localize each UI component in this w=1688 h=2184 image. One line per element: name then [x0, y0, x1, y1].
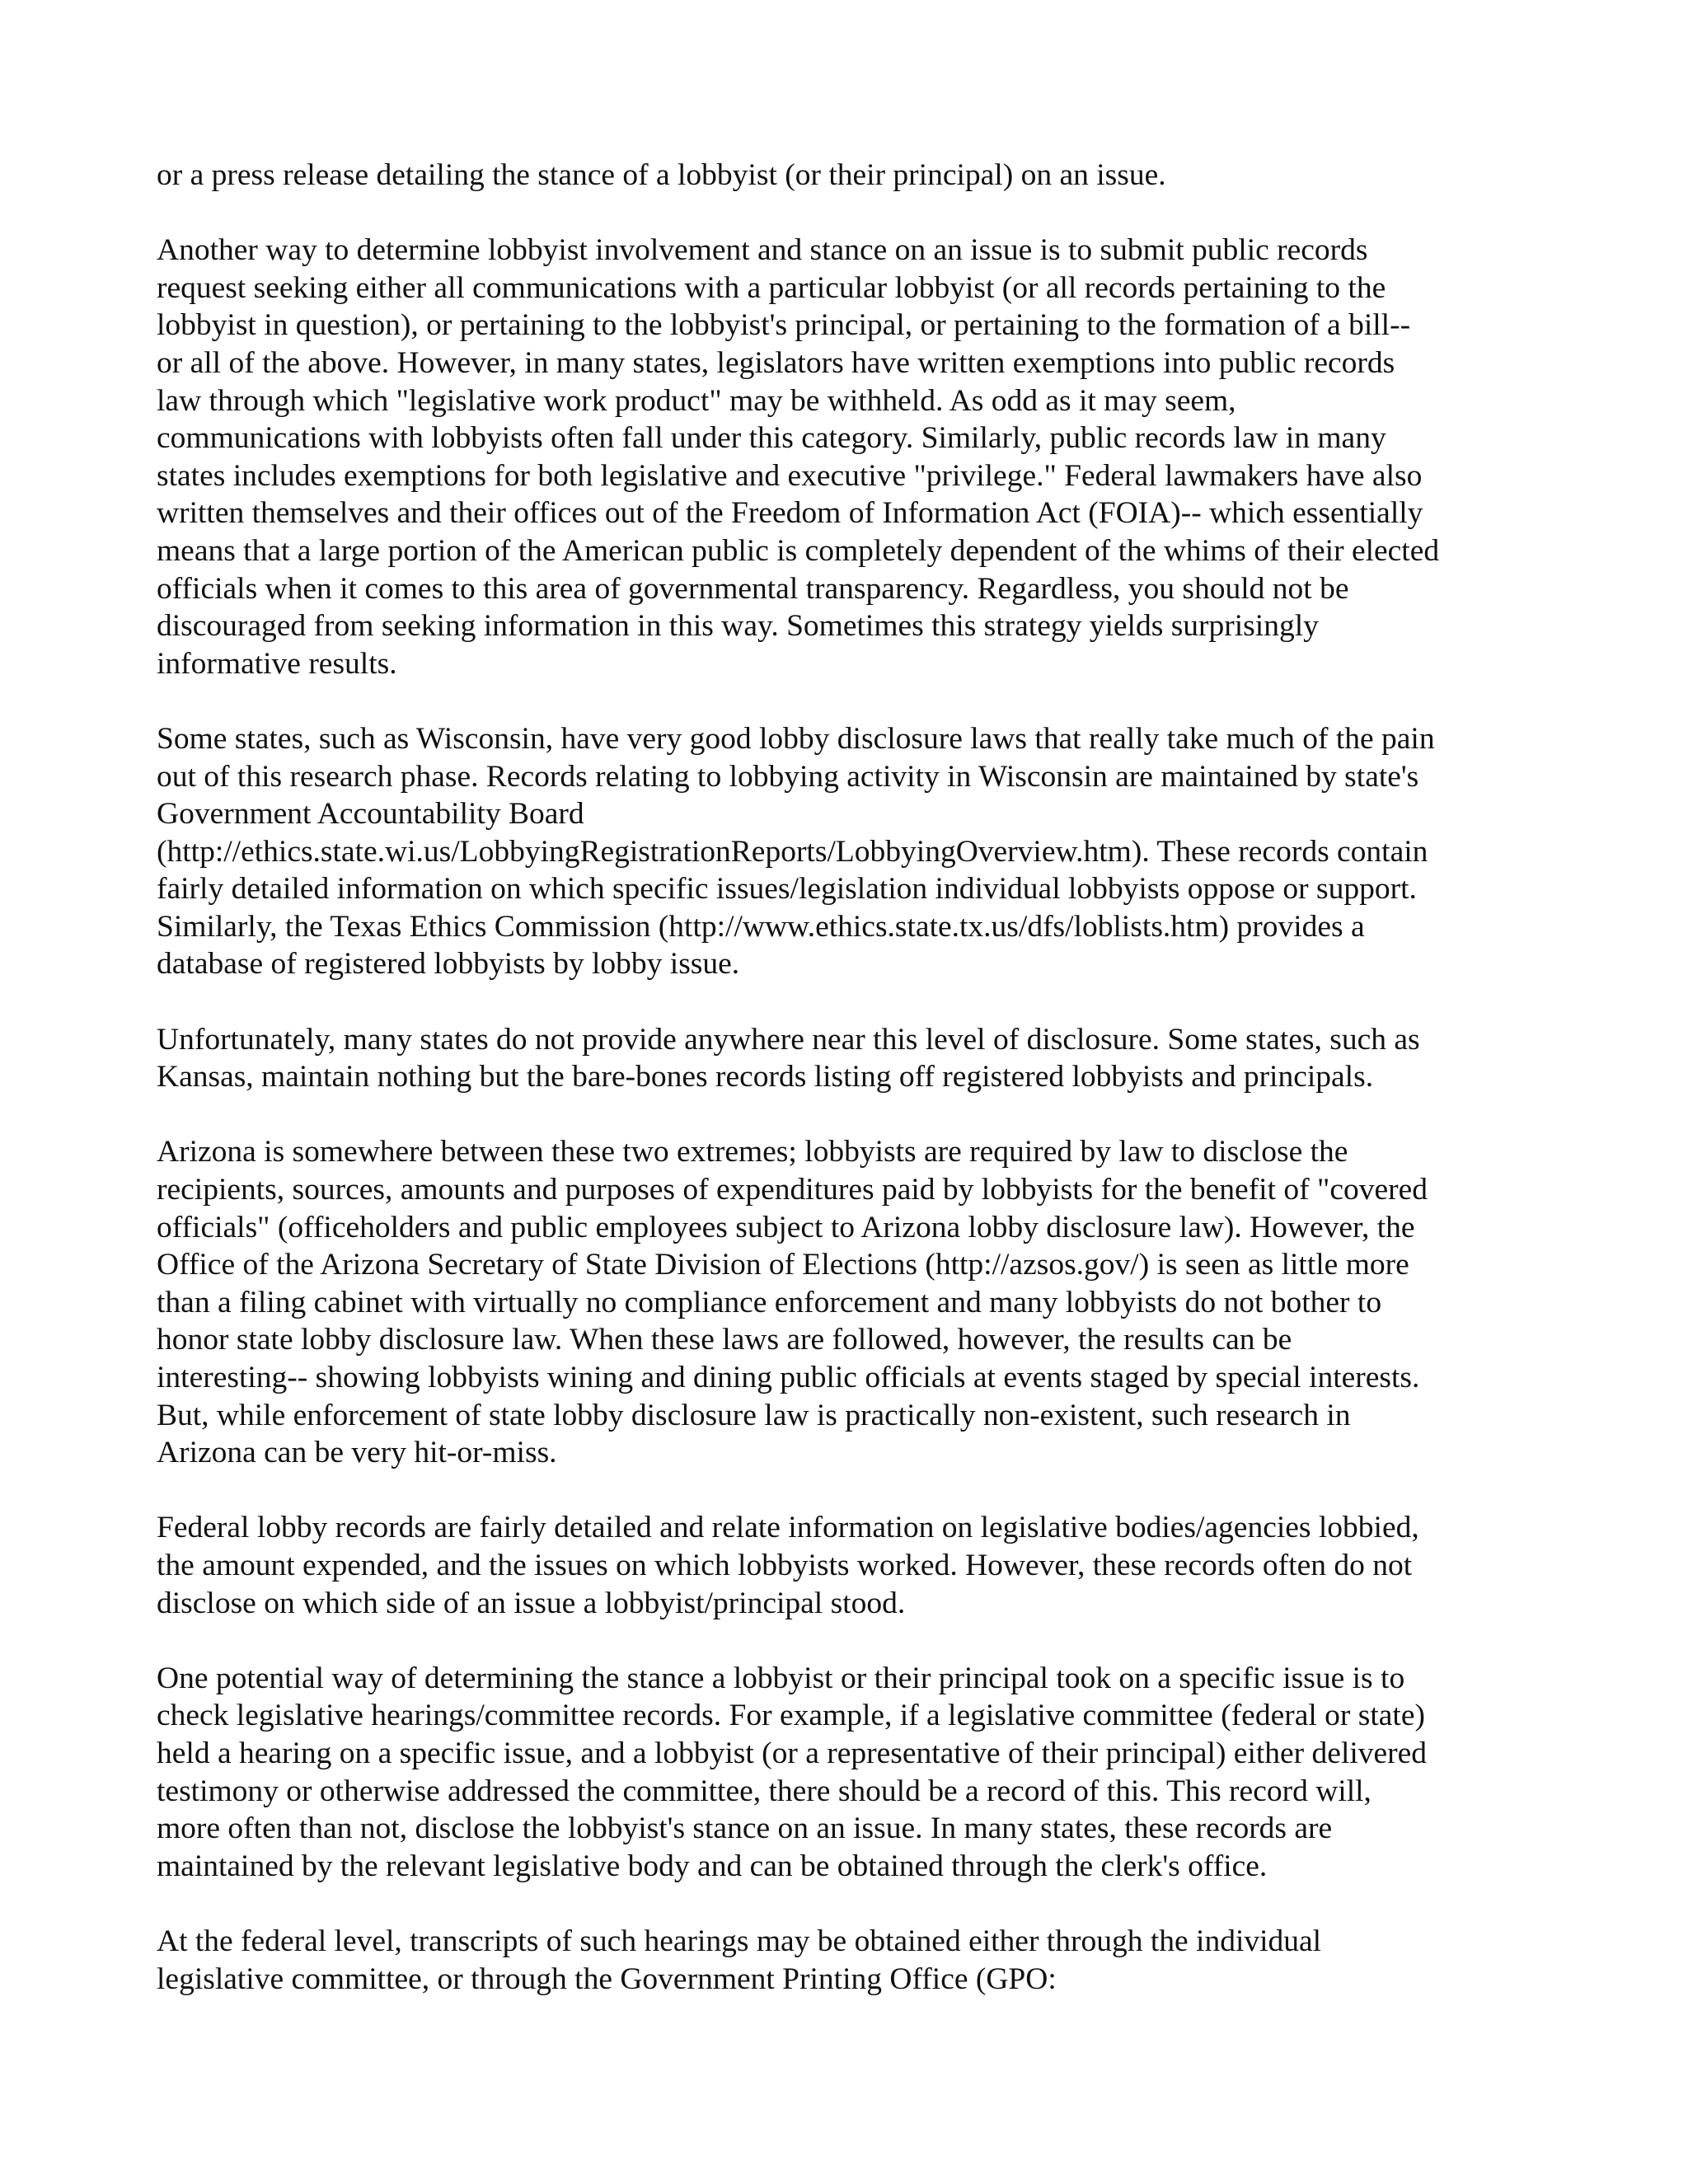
paragraph-press-release: or a press release detailing the stance of a lobbyist (or their principal) on an issue. — [157, 158, 1166, 192]
paragraph-kansas: Unfortunately, many states do not provide anywhere near this level of disclosure. Some states, such as Kansas, maintain nothing but the bare-bones records listing off registered lobbyists and principals. — [157, 1022, 1420, 1094]
paragraph-wisconsin-texas: Some states, such as Wisconsin, have very good lobby disclosure laws that really take much of the pain out of this research phase. Records relating to lobbying activity in Wisconsin are maintained by state's Government Accountability Board (http://ethics.state.wi.us/LobbyingRegistrationReports/LobbyingOverview.htm). These records contain fairly detailed information on which specific issues/legislation individual lobbyists oppose or support. Similarly, the Texas Ethics Commission (http://www.ethics.state.tx.us/dfs/loblists.htm) provides a database of registered lobbyists by lobby issue. — [157, 721, 1435, 982]
paragraph-federal-transcripts: At the federal level, transcripts of such hearings may be obtained either through the individual legislative committee, or through the Government Printing Office (GPO: — [157, 1924, 1322, 1996]
paragraph-public-records: Another way to determine lobbyist involvement and stance on an issue is to submit public records request seeking either all communications with a particular lobbyist (or all records pertaining to the lobbyist in question), or pertaining to the lobbyist's principal, or pertaining to the formation of a bill-- or all of the above. However, in many states, legislators have written exemptions into public records law through which "legislative work product" may be withheld. As odd as it may seem, communications with lobbyists often fall under this category. Similarly, public records law in many states includes exemptions for both legislative and executive "privilege." Federal lawmakers have also written themselves and their offices out of the Freedom of Information Act (FOIA)-- which essentially means that a large portion of the American public is completely dependent of the whims of their elected officials when it comes to this area of governmental transparency. Regardless, you should not be discouraged from seeking information in this way. Sometimes this strategy yields surprisingly informative results. — [157, 233, 1440, 681]
document-body — [157, 157, 1541, 1998]
paragraph-hearings: One potential way of determining the stance a lobbyist or their principal took on a specific issue is to check legislative hearings/committee records. For example, if a legislative committee (federal or state) held a hearing on a specific issue, and a lobbyist (or a representative of their principal) either delivered testimony or otherwise addressed the committee, there should be a record of this. This record will, more often than not, disclose the lobbyist's stance on an issue. In many states, these records are maintained by the relevant legislative body and can be obtained through the clerk's office. — [157, 1661, 1428, 1883]
paragraph-arizona: Arizona is somewhere between these two extremes; lobbyists are required by law to disclose the recipients, sources, amounts and purposes of expenditures paid by lobbyists for the benefit of "covered officials" (officeholders and public employees subject to Arizona lobby disclosure law). However, the Office of the Arizona Secretary of State Division of Elections (http://azsos.gov/) is seen as little more than a filing cabinet with virtually no compliance enforcement and many lobbyists do not bother to honor state lobby disclosure law. When these laws are followed, however, the results can be interesting-- showing lobbyists wining and dining public officials at events staged by special interests. But, while enforcement of state lobby disclosure law is practically non-existent, such research in Arizona can be very hit-or-miss. — [157, 1135, 1428, 1470]
paragraph-federal-records: Federal lobby records are fairly detailed and relate information on legislative bodies/agencies lobbied, the amount expended, and the issues on which lobbyists worked. However, these records often do not disclose on which side of an issue a lobbyist/principal stood. — [157, 1511, 1419, 1620]
